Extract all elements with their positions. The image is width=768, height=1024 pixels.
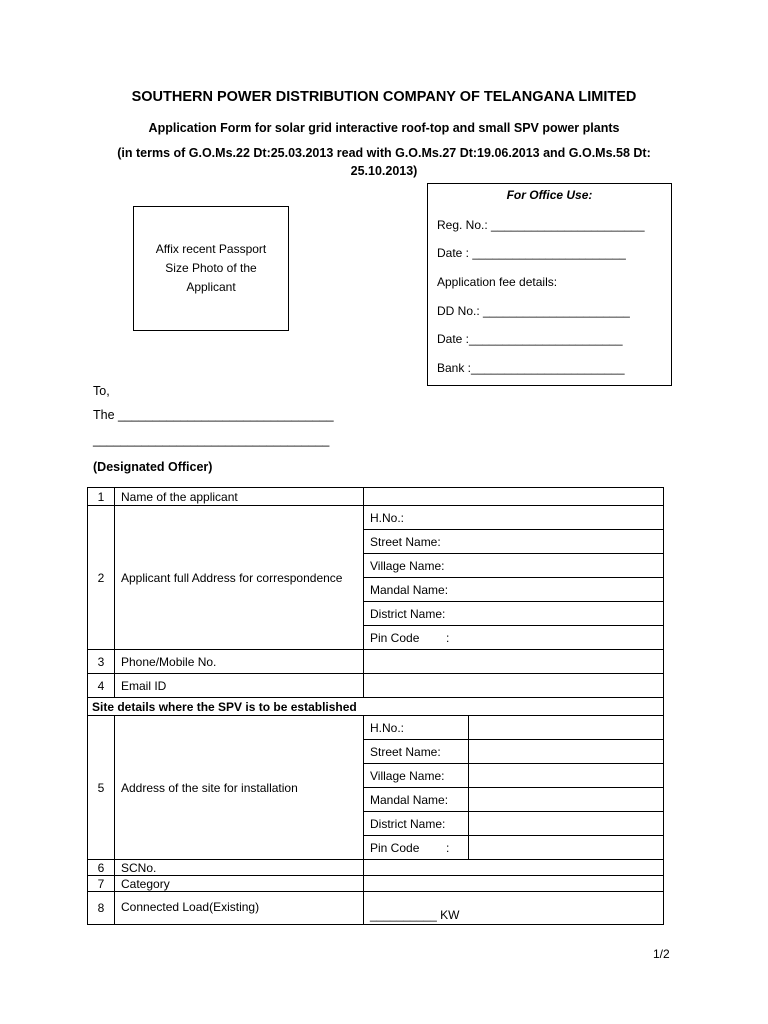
row-label: Email ID xyxy=(115,674,364,698)
table-row xyxy=(88,488,664,506)
form-subtitle: Application Form for solar grid interactive roof-top and small SPV power plants xyxy=(148,121,620,135)
site-district-label: District Name: xyxy=(364,812,469,836)
site-pincode-value[interactable] xyxy=(469,836,664,860)
row-number: 6 xyxy=(88,860,115,876)
table-row xyxy=(88,674,664,698)
row-label: Phone/Mobile No. xyxy=(115,650,364,674)
dd-date-field: Date :_______________________ xyxy=(437,332,623,346)
village-field[interactable]: Village Name: xyxy=(364,554,664,578)
site-mandal-label: Mandal Name: xyxy=(364,788,469,812)
site-street-label: Street Name: xyxy=(364,740,469,764)
district-field[interactable]: District Name: xyxy=(364,602,664,626)
hno-field[interactable]: H.No.: xyxy=(364,506,664,530)
phone-value[interactable] xyxy=(364,650,664,674)
row-number: 5 xyxy=(88,716,115,860)
photo-box-text: Affix recent Passport Size Photo of the Applicant xyxy=(155,242,267,294)
table-row xyxy=(88,860,664,876)
site-district-value[interactable] xyxy=(469,812,664,836)
row-number: 7 xyxy=(88,876,115,892)
designated-officer: (Designated Officer) xyxy=(93,460,213,474)
row-number: 1 xyxy=(88,488,115,506)
email-value[interactable] xyxy=(364,674,664,698)
row-number: 4 xyxy=(88,674,115,698)
applicant-name-value[interactable] xyxy=(364,488,664,506)
document-title: SOUTHERN POWER DISTRIBUTION COMPANY OF TELANGANA LIMITED xyxy=(131,89,637,105)
row-label: Address of the site for installation xyxy=(115,716,364,860)
row-label: Name of the applicant xyxy=(115,488,364,506)
office-use-title: For Office Use: xyxy=(506,188,593,202)
site-mandal-value[interactable] xyxy=(469,788,664,812)
row-label: Connected Load(Existing) xyxy=(115,892,364,925)
dd-no-field: DD No.: ______________________ xyxy=(437,304,630,318)
row-label: Category xyxy=(115,876,364,892)
site-village-value[interactable] xyxy=(469,764,664,788)
site-street-value[interactable] xyxy=(469,740,664,764)
site-hno-value[interactable] xyxy=(469,716,664,740)
row-label: Applicant full Address for correspondence xyxy=(115,506,364,650)
site-hno-label: H.No.: xyxy=(364,716,469,740)
site-village-label: Village Name: xyxy=(364,764,469,788)
row-number: 2 xyxy=(88,506,115,650)
page-number: 1/2 xyxy=(653,947,670,961)
application-table xyxy=(87,487,664,925)
to-label: To, xyxy=(93,384,110,398)
street-field[interactable]: Street Name: xyxy=(364,530,664,554)
photo-box xyxy=(133,206,289,331)
table-row xyxy=(88,892,664,925)
table-row xyxy=(88,506,664,530)
go-reference: (in terms of G.O.Ms.22 Dt:25.03.2013 read with G.O.Ms.27 Dt:19.06.2013 and G.O.Ms.58 Dt: 25.10.2013) xyxy=(117,146,651,178)
table-row xyxy=(88,716,664,740)
address-line: __________________________________ xyxy=(93,433,330,447)
row-label: SCNo. xyxy=(115,860,364,876)
table-row xyxy=(88,650,664,674)
office-use-box xyxy=(427,183,672,386)
category-value[interactable] xyxy=(364,876,664,892)
row-number: 3 xyxy=(88,650,115,674)
reg-no-field: Reg. No.: _______________________ xyxy=(437,218,645,232)
table-row xyxy=(88,698,664,716)
office-date-field: Date : _______________________ xyxy=(437,246,626,260)
scno-value[interactable] xyxy=(364,860,664,876)
the-line: The _______________________________ xyxy=(93,408,334,422)
row-number: 8 xyxy=(88,892,115,925)
pincode-field[interactable]: Pin Code : xyxy=(364,626,664,650)
fee-details-label: Application fee details: xyxy=(437,275,558,289)
connected-load-value[interactable]: __________ KW xyxy=(364,892,664,925)
site-pincode-label: Pin Code : xyxy=(364,836,469,860)
mandal-field[interactable]: Mandal Name: xyxy=(364,578,664,602)
bank-field: Bank :_______________________ xyxy=(437,361,625,375)
table-row xyxy=(88,876,664,892)
site-details-header: Site details where the SPV is to be established xyxy=(88,698,664,716)
